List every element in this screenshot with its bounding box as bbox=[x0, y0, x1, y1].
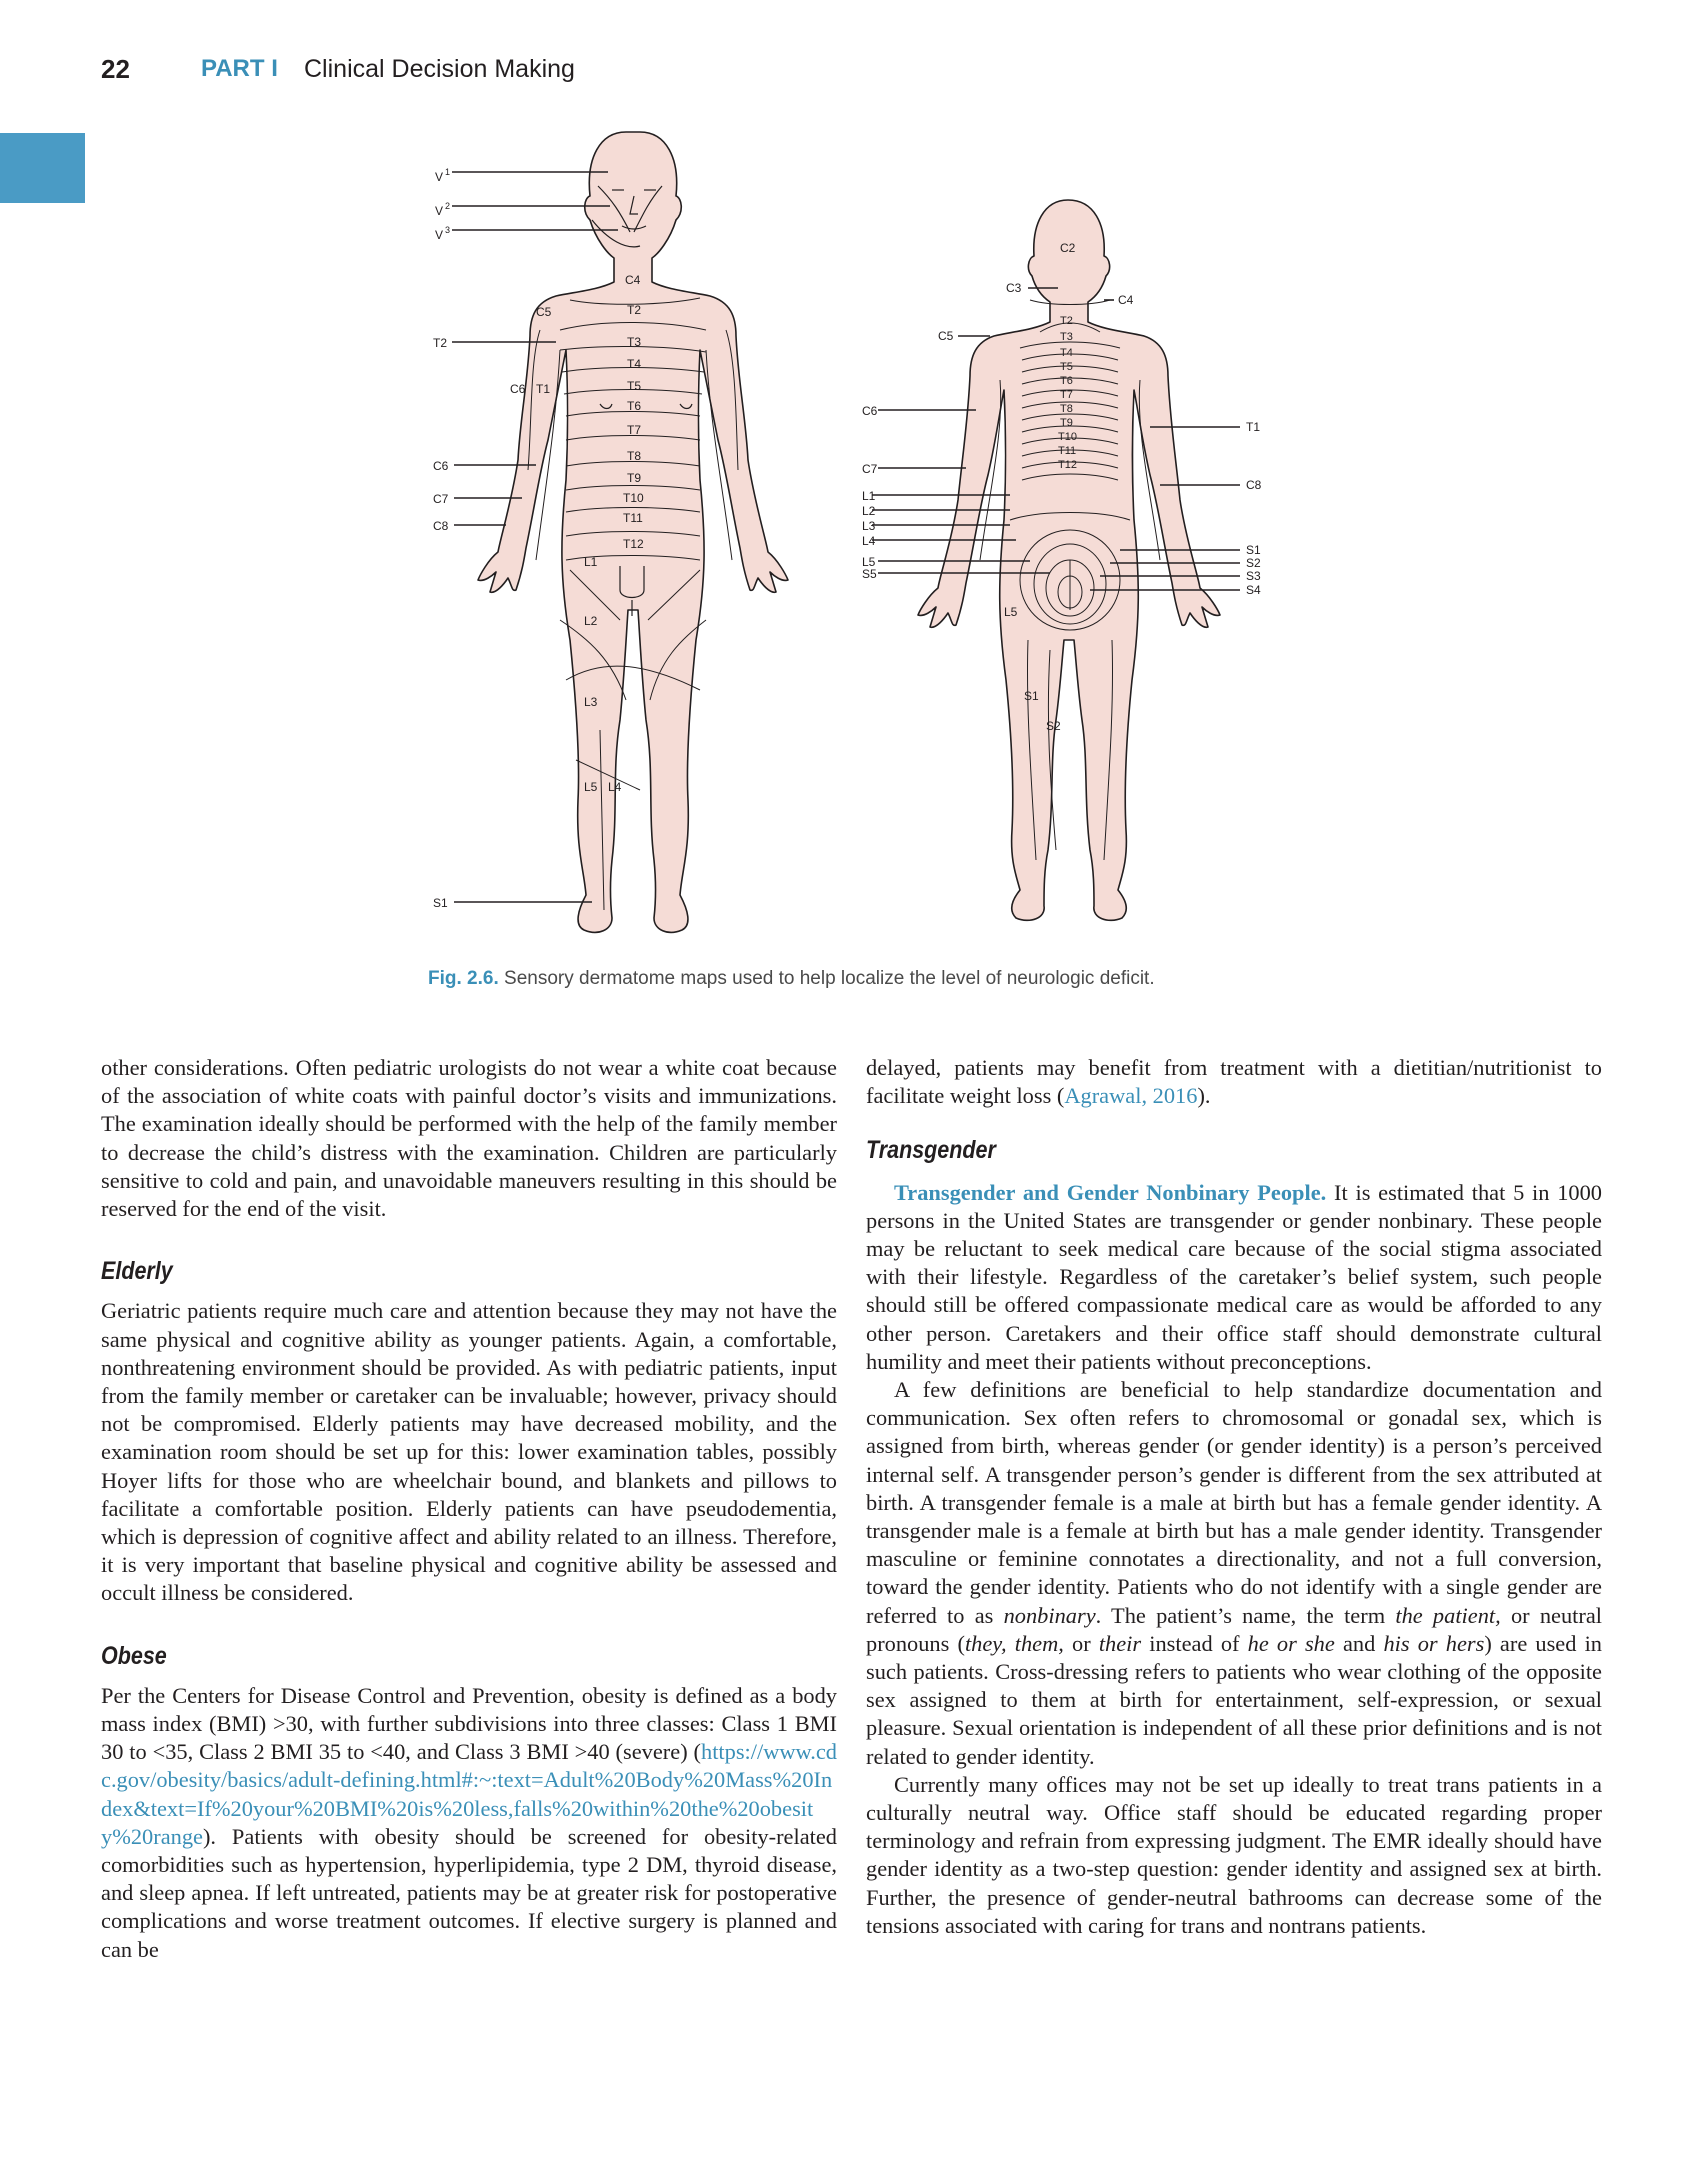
agrawal-reference-link[interactable]: Agrawal, 2016 bbox=[1064, 1083, 1198, 1109]
part-label: PART I bbox=[201, 55, 278, 82]
front-body-figure bbox=[478, 132, 788, 932]
label-back-l2: L2 bbox=[862, 504, 876, 518]
label-t2: T2 bbox=[627, 303, 642, 317]
label-back-s2-leg: S2 bbox=[1046, 719, 1061, 733]
right-column bbox=[866, 1054, 1602, 1940]
label-back-c5: C5 bbox=[938, 329, 954, 343]
label-t3: T3 bbox=[627, 335, 642, 349]
paragraph-transgender-3: Currently many offices may not be set up ideally to treat trans patients in a culturally neutral way. Office staff should be educated regarding proper terminology and refrain from expressing judgment. The EMR ideally should have gender identity as a two-step question: gender identity and assigned sex at birth. Further, the presence of gender-neutral bathrooms can decrease some of the tensions associated with caring for trans and nontrans patients. bbox=[866, 1771, 1602, 1938]
label-back-l4: L4 bbox=[862, 534, 876, 548]
figure-caption bbox=[428, 968, 1155, 990]
label-back-t7: T7 bbox=[1060, 389, 1073, 401]
label-back-c8: C8 bbox=[1246, 478, 1262, 492]
label-back-c7: C7 bbox=[862, 462, 878, 476]
cont-text-1: delayed, patients may benefit from treatment with a dietitian/nutritionist to facilitate weight loss ( bbox=[866, 1055, 1602, 1109]
tg2-a: A few definitions are beneficial to help standardize documentation and communication. Sex often refers to chromosomal or gonadal sex, which is assigned from birth, whereas gender (or gender identity) is a person’s perceived internal self. A transgender person’s gender is different from the sex attributed at birth. A transgender female is a male at birth but has a female gender identity. A transgender male is a female at birth but has a male gender identity. Transgender masculine or feminine connotates a directionality, and not a full conversion, toward the gender identity. Patients who do not identify with a single gender are referred to as bbox=[866, 1377, 1602, 1628]
cont-text-2: ). bbox=[1197, 1083, 1211, 1109]
label-l3: L3 bbox=[584, 695, 598, 709]
label-back-t2: T2 bbox=[1060, 315, 1073, 327]
chapter-title: Clinical Decision Making bbox=[304, 55, 575, 83]
label-l4: L4 bbox=[608, 780, 622, 794]
label-t1: T1 bbox=[536, 382, 551, 396]
runin-heading: Transgender and Gender Nonbinary People. bbox=[894, 1179, 1327, 1205]
label-t2-side: T2 bbox=[433, 336, 448, 350]
tg2-g: ) are used in such patients. Cross-dressing refers to patients who wear clothing of the opposite sex assigned to them at birth for entertainment, self-expression, or sexual pleasure. Sexual orientation is independent of all these prior definitions and is not related to gender identity. bbox=[866, 1630, 1603, 1769]
page-number: 22 bbox=[101, 54, 130, 84]
dermatome-diagram bbox=[0, 0, 1700, 1010]
label-back-s5: S5 bbox=[862, 567, 877, 581]
label-back-t1: T1 bbox=[1246, 420, 1261, 434]
tg2-c: or neutral pronouns ( bbox=[866, 1602, 1602, 1656]
label-s1-side: S1 bbox=[433, 896, 448, 910]
label-back-l5-leg: L5 bbox=[1004, 605, 1018, 619]
paragraph-elderly: Geriatric patients require much care and attention because they may not have the same physical and cognitive ability as younger patients. Again, a comfortable, nonthreatening environment should be provided. As with pediatric patients, input from the family member or caretaker can be invaluable; however, privacy should not be compromised. Elderly patients may have decreased mobility, and the examination room should be set up for this: lower examination tables, possibly Hoyer lifts for those who are wheelchair bound, and blankets and pillows to facilitate a comfortable position. Elderly patients can have pseudodementia, which is depression of cognitive affect and ability related to an illness. Therefore, it is very important that baseline physical and cognitive ability be assessed and occult illness be considered. bbox=[101, 1298, 837, 1606]
label-back-t6: T6 bbox=[1060, 375, 1073, 387]
label-v3: V bbox=[435, 228, 444, 242]
paragraph-continued: other considerations. Often pediatric urologists do not wear a white coat because of the association of white coats with painful doctor’s visits and immunizations. The examination ideally should be performed with the help of the family member to decrease the child’s distress with the examination. Children are particularly sensitive to cold and pain, and unavoidable maneuvers resulting in this should be reserved for the end of the visit. bbox=[101, 1055, 837, 1222]
dermatome-figure bbox=[0, 0, 1700, 1010]
label-back-l3: L3 bbox=[862, 519, 876, 533]
label-back-t9: T9 bbox=[1060, 417, 1073, 429]
label-back-c6: C6 bbox=[862, 404, 878, 418]
label-v3-sup: 3 bbox=[445, 225, 451, 235]
label-back-c4: C4 bbox=[1118, 293, 1134, 307]
label-v2: V bbox=[435, 204, 444, 218]
paragraph-obese bbox=[101, 1682, 837, 1964]
tg2-b: . The patient’s name, the term bbox=[1095, 1602, 1396, 1628]
heading-transgender: Transgender bbox=[866, 1136, 996, 1165]
label-l5: L5 bbox=[584, 780, 598, 794]
label-back-c3: C3 bbox=[1006, 281, 1022, 295]
label-l1: L1 bbox=[584, 555, 598, 569]
tg2-i4: their bbox=[1098, 1630, 1142, 1656]
label-back-s1-leg: S1 bbox=[1024, 689, 1039, 703]
tg2-i2: the patient, bbox=[1395, 1602, 1501, 1628]
label-t12: T12 bbox=[623, 537, 644, 551]
tg2-i6: his or hers bbox=[1383, 1630, 1485, 1656]
tg2-i1: nonbinary bbox=[1003, 1602, 1096, 1628]
label-back-l5: L5 bbox=[862, 555, 876, 569]
label-back-t11: T11 bbox=[1058, 445, 1077, 457]
paragraph-obese-continued bbox=[866, 1054, 1602, 1110]
label-t9: T9 bbox=[627, 471, 642, 485]
label-back-s1: S1 bbox=[1246, 543, 1261, 557]
label-back-c2: C2 bbox=[1060, 241, 1076, 255]
label-c8-side: C8 bbox=[433, 519, 449, 533]
tg2-f: and bbox=[1334, 1630, 1384, 1656]
label-c7-side: C7 bbox=[433, 492, 449, 506]
left-column bbox=[101, 1054, 837, 1964]
label-back-t8: T8 bbox=[1060, 403, 1073, 415]
label-t6: T6 bbox=[627, 399, 642, 413]
label-v1-sup: 1 bbox=[445, 167, 451, 177]
label-back-t12: T12 bbox=[1058, 459, 1077, 471]
label-t8: T8 bbox=[627, 449, 642, 463]
tg1-text: It is estimated that 5 in 1000 persons in the United States are transgender or gender nonbinary. These people may be reluctant to seek medical care because of the social stigma associated with their lifestyle. Regardless of the caretaker’s belief system, such people should still be offered compassionate medical care as would be afforded to any other person. Caretakers and their office staff should demonstrate cultural humility and meet their patients without preconceptions. bbox=[866, 1179, 1602, 1374]
label-back-t4: T4 bbox=[1060, 347, 1073, 359]
label-back-t10: T10 bbox=[1058, 431, 1077, 443]
heading-elderly: Elderly bbox=[101, 1257, 173, 1286]
figure-caption-label: Fig. 2.6. bbox=[428, 968, 499, 989]
cdc-link[interactable]: https://www.cdc.gov/obesity/basics/adult-defining.html#:~:text=Adult%20Body%20Mass%20Index&text=If%20your%20BMI%20is%20less,falls%20within%20the%20obesity%20range bbox=[101, 1739, 837, 1849]
paragraph-transgender-2 bbox=[866, 1376, 1602, 1771]
label-v2-sup: 2 bbox=[445, 201, 451, 211]
label-c5: C5 bbox=[536, 305, 552, 319]
tg2-i5: he or she bbox=[1247, 1630, 1335, 1656]
label-c6: C6 bbox=[510, 382, 526, 396]
obese-text-1: Per the Centers for Disease Control and Prevention, obesity is defined as a body mass index (BMI) >30, with further subdivisions into three classes: Class 1 BMI 30 to <35, Class 2 BMI 35 to <40, and Class 3 BMI >40 (severe) ( bbox=[101, 1682, 837, 1765]
label-back-l1: L1 bbox=[862, 489, 876, 503]
figure-caption-text: Sensory dermatome maps used to help localize the level of neurologic deficit. bbox=[504, 968, 1155, 989]
label-back-s4: S4 bbox=[1246, 583, 1261, 597]
heading-obese: Obese bbox=[101, 1641, 167, 1670]
label-back-s2: S2 bbox=[1246, 556, 1261, 570]
tg2-d: or bbox=[1063, 1630, 1099, 1656]
tg2-i3: they, them, bbox=[964, 1630, 1064, 1656]
label-back-t3: T3 bbox=[1060, 331, 1073, 343]
label-t4: T4 bbox=[627, 357, 642, 371]
label-l2: L2 bbox=[584, 614, 598, 628]
label-t11: T11 bbox=[623, 511, 643, 525]
label-back-t5: T5 bbox=[1060, 361, 1073, 373]
label-t7: T7 bbox=[627, 423, 642, 437]
label-t10: T10 bbox=[623, 491, 644, 505]
paragraph-transgender-1 bbox=[866, 1179, 1602, 1376]
label-v1: V bbox=[435, 170, 444, 184]
label-c6-side: C6 bbox=[433, 459, 449, 473]
obese-text-2: ). Patients with obesity should be screened for obesity-related comorbidities such as hypertension, hyperlipidemia, type 2 DM, thyroid disease, and sleep apnea. If left untreated, patients may be at greater risk for postoperative complications and worse treatment outcomes. If elective surgery is planned and can be bbox=[101, 1823, 837, 1962]
label-t5: T5 bbox=[627, 379, 642, 393]
label-c4: C4 bbox=[625, 273, 641, 287]
label-back-s3: S3 bbox=[1246, 569, 1261, 583]
tg2-e: instead of bbox=[1141, 1630, 1248, 1656]
